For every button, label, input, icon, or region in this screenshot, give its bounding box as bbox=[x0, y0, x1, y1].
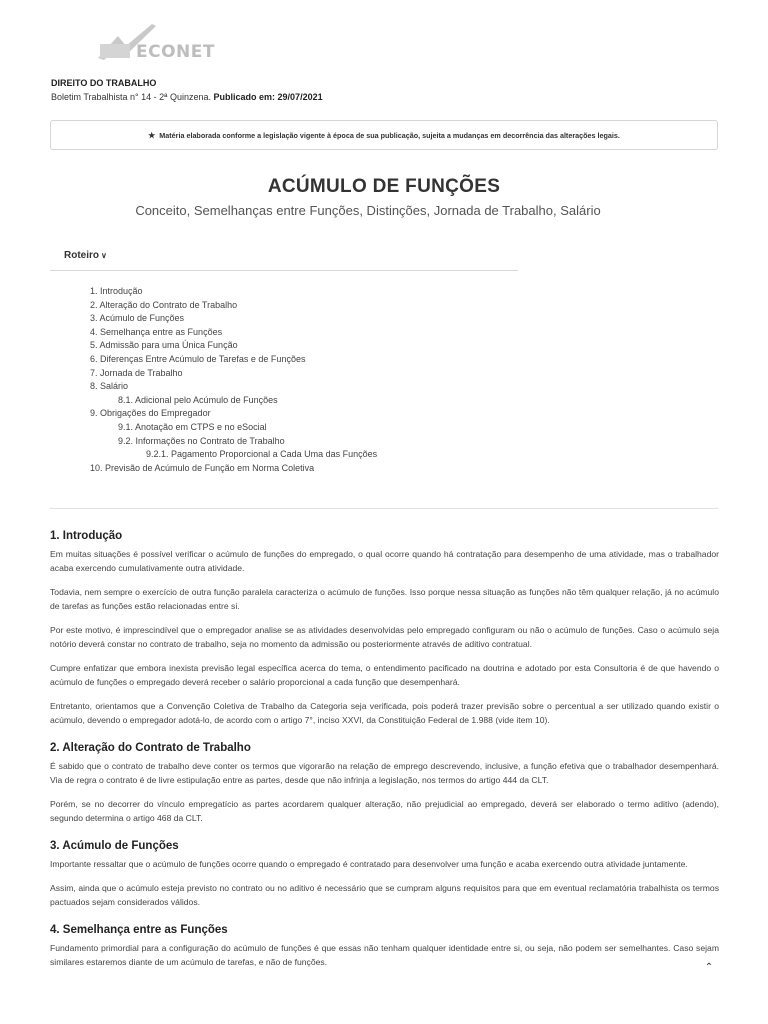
paragraph: Cumpre enfatizar que embora inexista previsão legal específica acerca do tema, o entendimento pacificado na doutrina e adotado por esta Consultoria é de que havendo o acúmulo de funções o empregado deverá receber o salário proporcional a cada função que desempenhará. bbox=[50, 663, 719, 687]
article-section bbox=[50, 919, 719, 969]
logo-text: ECONET bbox=[136, 42, 215, 62]
toc-link[interactable]: 9.1. Anotação em CTPS e no eSocial bbox=[118, 421, 267, 432]
toc-link[interactable]: 6. Diferenças Entre Acúmulo de Tarefas e de Funções bbox=[90, 353, 306, 364]
toc-link[interactable]: 4. Semelhança entre as Funções bbox=[90, 326, 223, 337]
document-meta bbox=[51, 76, 323, 104]
toc-link[interactable]: 8. Salário bbox=[90, 381, 129, 392]
article-section bbox=[50, 525, 719, 727]
divider bbox=[50, 270, 518, 271]
toc-label: Roteiro bbox=[64, 250, 99, 261]
section-heading: 4. Semelhança entre as Funções bbox=[50, 924, 228, 936]
toc-link[interactable]: 5. Admissão para uma Única Função bbox=[90, 340, 238, 351]
paragraph: Assim, ainda que o acúmulo esteja previsto no contrato ou no aditivo é necessário que se cumpram alguns requisitos para que em eventual reclamatória trabalhista os termos pactuados sejam considerados válidos. bbox=[50, 883, 719, 907]
toc-toggle[interactable] bbox=[64, 250, 107, 261]
toc-link[interactable]: 3. Acúmulo de Funções bbox=[90, 313, 185, 324]
section-heading: 3. Acúmulo de Funções bbox=[50, 840, 179, 852]
divider bbox=[50, 508, 718, 509]
bulletin-info bbox=[51, 90, 323, 104]
paragraph: É sabido que o contrato de trabalho deve conter os termos que vigorarão na relação de emprego descrevendo, inclusive, a função efetiva que o trabalhador desempenhará. Via de regra o contrato é de livre estipulação entre as partes, desde que não infrinja a legislação, nos termos do artigo 444 da CLT. bbox=[50, 761, 719, 785]
chevron-down-icon: ∨ bbox=[101, 251, 107, 260]
star-icon: ★ bbox=[148, 130, 156, 140]
scroll-to-top-icon[interactable]: ⌃ bbox=[704, 962, 714, 973]
paragraph: Fundamento primordial para a configuração do acúmulo de funções é que essas não tenham qualquer identidade entre si, ou seja, não podem ser semelhantes. Caso sejam similares estaremos diante de um acúmulo de tarefas, e não de funções. bbox=[50, 943, 719, 967]
article-section bbox=[50, 737, 719, 825]
toc-link[interactable]: 8.1. Adicional pelo Acúmulo de Funções bbox=[118, 394, 278, 405]
table-of-contents bbox=[90, 285, 377, 475]
notice-text: Matéria elaborada conforme a legislação vigente à época de sua publicação, sujeita a mudanças em decorrência das alterações legais. bbox=[159, 130, 620, 140]
paragraph: Importante ressaltar que o acúmulo de funções ocorre quando o empregado é contratado para desenvolver uma função e acaba exercendo outra atividade juntamente. bbox=[50, 859, 688, 869]
paragraph: Todavia, nem sempre o exercício de outra função paralela caracteriza o acúmulo de funções. Isso porque nessa situação as funções não têm qualquer relação, já no acúmulo de tarefas as funções estão relacionadas entre si. bbox=[50, 587, 719, 611]
page-title: ACÚMULO DE FUNÇÕES bbox=[267, 176, 501, 197]
toc-link[interactable]: 9.2.1. Pagamento Proporcional a Cada Uma das Funções bbox=[146, 449, 378, 460]
econet-logo bbox=[96, 20, 232, 66]
published-date: Publicado em: 29/07/2021 bbox=[213, 92, 323, 102]
toc-link[interactable]: 2. Alteração do Contrato de Trabalho bbox=[90, 299, 238, 310]
toc-link[interactable]: 9. Obrigações do Empregador bbox=[90, 408, 211, 419]
article-body bbox=[50, 525, 719, 979]
toc-link[interactable]: 1. Introdução bbox=[90, 286, 143, 296]
toc-link[interactable]: 9.2. Informações no Contrato de Trabalho bbox=[118, 435, 285, 446]
section-heading: 1. Introdução bbox=[50, 530, 123, 542]
legal-notice bbox=[50, 120, 718, 150]
section-label: DIREITO DO TRABALHO bbox=[51, 78, 157, 88]
toc-link[interactable]: 10. Previsão de Acúmulo de Função em Norma Coletiva bbox=[90, 462, 315, 473]
paragraph: Porém, se no decorrer do vínculo empregatício as partes acordarem qualquer alteração, não prejudicial ao empregado, deverá ser elaborado o termo aditivo (adendo), segundo determina o artigo 468 da CLT. bbox=[50, 799, 719, 823]
paragraph: Entretanto, orientamos que a Convenção Coletiva de Trabalho da Categoria seja verificada, pois poderá trazer previsão sobre o percentual a ser utilizado quando existir o acúmulo, devendo o empregador adotá-lo, de acordo com o artigo 7°, inciso XXVI, da Constituição Federal de 1.988 (vide item 10). bbox=[50, 701, 719, 725]
bulletin-number: Boletim Trabalhista n° 14 - 2ª Quinzena. bbox=[51, 92, 212, 102]
paragraph: Em muitas situações é possível verificar o acúmulo de funções do empregado, o qual ocorre quando há contratação para desempenho de uma atividade, mas o trabalhador acaba exercendo cumulativamente outra atividade. bbox=[50, 549, 719, 573]
toc-link[interactable]: 7. Jornada de Trabalho bbox=[90, 367, 183, 378]
paragraph: Por este motivo, é imprescindível que o empregador analise se as atividades desenvolvidas pelo empregado configuram ou não o acúmulo de funções. Caso o acúmulo seja notório deverá constar no contrato de trabalho, seja no momento da admissão ou posteriormente através de aditivo contratual. bbox=[50, 625, 719, 649]
page-subtitle: Conceito, Semelhanças entre Funções, Distinções, Jornada de Trabalho, Salário bbox=[135, 203, 601, 218]
article-section bbox=[50, 835, 719, 909]
section-heading: 2. Alteração do Contrato de Trabalho bbox=[50, 742, 251, 754]
